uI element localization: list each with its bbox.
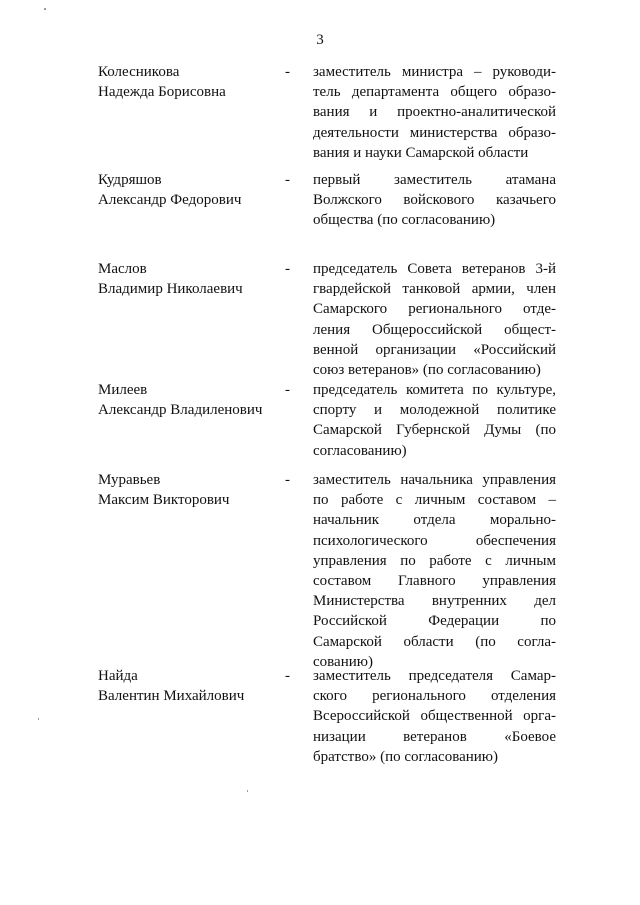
member-name <box>98 380 278 420</box>
position-line: гвардейской танковой армии, член <box>313 281 556 298</box>
position-line: низации ветеранов «Боевое <box>313 728 556 745</box>
page-number: 3 <box>316 32 324 48</box>
position-line: Самарской Губернской Думы (по <box>313 422 556 439</box>
member-surname: Кудряшов <box>98 172 162 188</box>
member-position <box>313 170 556 231</box>
member-position <box>313 259 556 380</box>
member-surname: Колесникова <box>98 64 180 80</box>
position-line: ского регионального отделения <box>313 688 556 705</box>
member-position <box>313 62 556 163</box>
member-given-names: Валентин Михайлович <box>98 688 245 704</box>
position-line: психологического обеспечения <box>313 532 556 549</box>
position-line: согласованию) <box>313 442 407 459</box>
member-position <box>313 380 556 461</box>
member-surname: Милеев <box>98 382 148 398</box>
member-surname: Маслов <box>98 261 147 277</box>
position-line: по работе с личным составом – <box>313 492 556 509</box>
dash-separator: - <box>285 472 290 488</box>
position-line: первый заместитель атамана <box>313 172 556 188</box>
member-name <box>98 470 278 510</box>
position-line: союз ветеранов» (по согласованию) <box>313 361 541 378</box>
member-given-names: Александр Федорович <box>98 192 242 208</box>
scan-speck <box>247 790 248 792</box>
member-surname: Найда <box>98 668 138 684</box>
member-surname: Муравьев <box>98 472 161 488</box>
position-line: ления Общероссийской общест- <box>313 321 556 338</box>
member-given-names: Александр Владиленович <box>98 402 263 418</box>
position-line: деятельности министерства образо- <box>313 124 556 141</box>
position-line: общества (по согласованию) <box>313 212 496 229</box>
member-position <box>313 666 556 767</box>
scan-speck <box>44 8 46 10</box>
position-line: вания и проектно-аналитической <box>313 104 556 121</box>
dash-separator: - <box>285 261 290 277</box>
position-line: заместитель председателя Самар- <box>313 668 556 684</box>
position-line: спорту и молодежной политике <box>313 402 556 419</box>
position-line: Всероссийской общественной орга- <box>313 708 556 725</box>
member-given-names: Максим Викторович <box>98 492 230 508</box>
position-line: венной организации «Российский <box>313 341 556 358</box>
member-given-names: Надежда Борисовна <box>98 84 226 100</box>
member-position <box>313 470 556 672</box>
position-line: тель департамента общего образо- <box>313 84 556 101</box>
position-line: Министерства внутренних дел <box>313 593 556 610</box>
position-line: вания и науки Самарской области <box>313 144 529 161</box>
position-line: сованию) <box>313 653 373 670</box>
position-line: Самарского регионального отде- <box>313 301 556 318</box>
member-name <box>98 259 278 299</box>
member-name <box>98 170 278 210</box>
member-name <box>98 666 278 706</box>
dash-separator: - <box>285 64 290 80</box>
position-line: Российской Федерации по <box>313 613 556 630</box>
position-line: заместитель министра – руководи- <box>313 64 556 80</box>
position-line: братство» (по согласованию) <box>313 748 499 765</box>
position-line: Самарской области (по согла- <box>313 633 556 650</box>
position-line: начальник отдела морально- <box>313 512 556 529</box>
position-line: председатель комитета по культуре, <box>313 382 556 398</box>
position-line: председатель Совета ветеранов 3-й <box>313 261 556 277</box>
position-line: управления по работе с личным <box>313 552 556 569</box>
dash-separator: - <box>285 172 290 188</box>
dash-separator: - <box>285 382 290 398</box>
position-line: составом Главного управления <box>313 572 556 589</box>
member-name <box>98 62 278 102</box>
scan-speck <box>38 718 39 720</box>
member-given-names: Владимир Николаевич <box>98 281 243 297</box>
position-line: Волжского войскового казачьего <box>313 192 556 209</box>
dash-separator: - <box>285 668 290 684</box>
position-line: заместитель начальника управления <box>313 472 556 488</box>
